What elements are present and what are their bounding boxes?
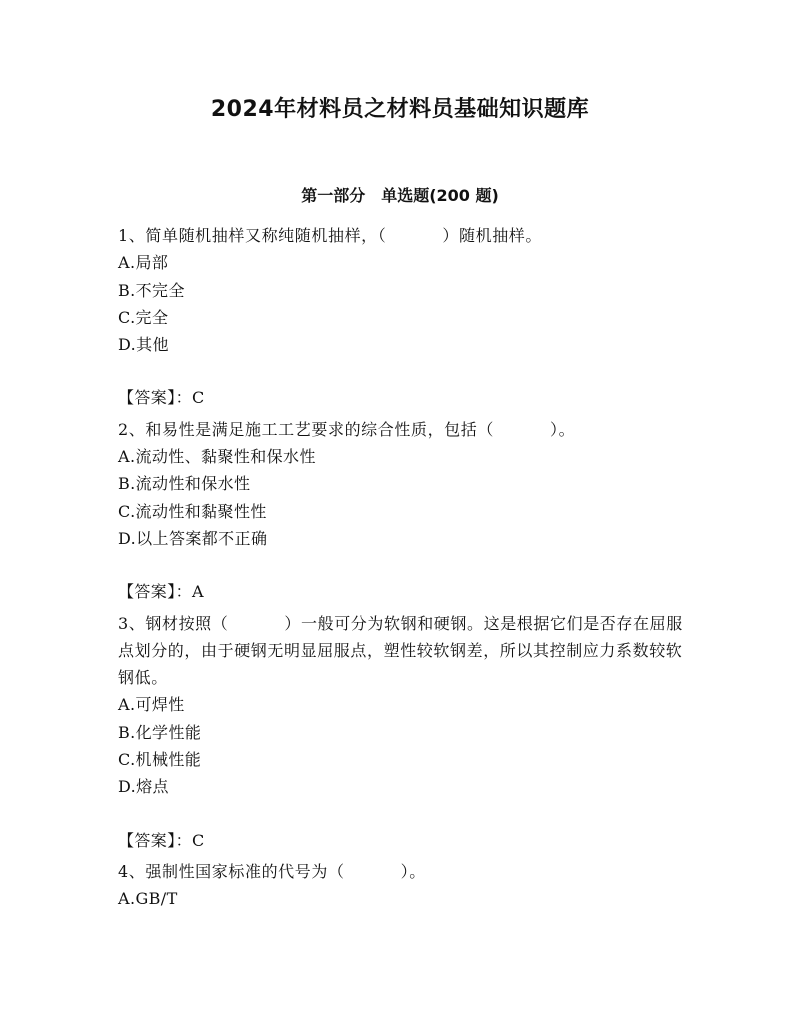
option-b: B.流动性和保水性 [118, 474, 251, 494]
answer-line: 【答案】：C [118, 830, 205, 850]
question-list [118, 222, 688, 913]
answer-line: 【答案】：C [118, 388, 205, 408]
option-a: A.GB/T [118, 889, 178, 909]
option-c: C.完全 [118, 307, 169, 327]
document-title: 2024年材料员之材料员基础知识题库 [210, 97, 590, 122]
question [118, 416, 688, 606]
question [118, 610, 688, 854]
option-d: D.以上答案都不正确 [118, 528, 268, 548]
option-c: C.流动性和黏聚性性 [118, 501, 267, 521]
option-b: B.不完全 [118, 280, 185, 300]
answer-line: 【答案】：A [118, 582, 204, 602]
question [118, 222, 688, 412]
option-c: C.机械性能 [118, 750, 202, 770]
question-stem: 2、和易性是满足施工工艺要求的综合性质，包括（ ）。 [118, 419, 576, 439]
question [118, 858, 688, 913]
option-a: A.流动性、黏聚性和保水性 [118, 447, 316, 467]
question-stem: 3、钢材按照（ ）一般可分为软钢和硬钢。这是根据它们是否存在屈服点划分的，由于硬钢无明显屈服点，塑性较软钢差，所以其控制应力系数较软钢低。 [118, 613, 683, 688]
section-heading: 第一部分 单选题(200 题) [301, 186, 499, 205]
option-d: D.其他 [118, 335, 169, 355]
option-d: D.熔点 [118, 777, 169, 797]
question-stem: 1、简单随机抽样又称纯随机抽样，（ ）随机抽样。 [118, 226, 542, 245]
answer-value: C [192, 388, 205, 408]
question-stem: 4、强制性国家标准的代号为（ ）。 [118, 861, 426, 881]
answer-value: A [192, 582, 204, 602]
option-a: A.局部 [118, 253, 169, 273]
option-b: B.化学性能 [118, 722, 202, 742]
option-a: A.可焊性 [118, 695, 185, 715]
answer-value: C [192, 830, 205, 850]
